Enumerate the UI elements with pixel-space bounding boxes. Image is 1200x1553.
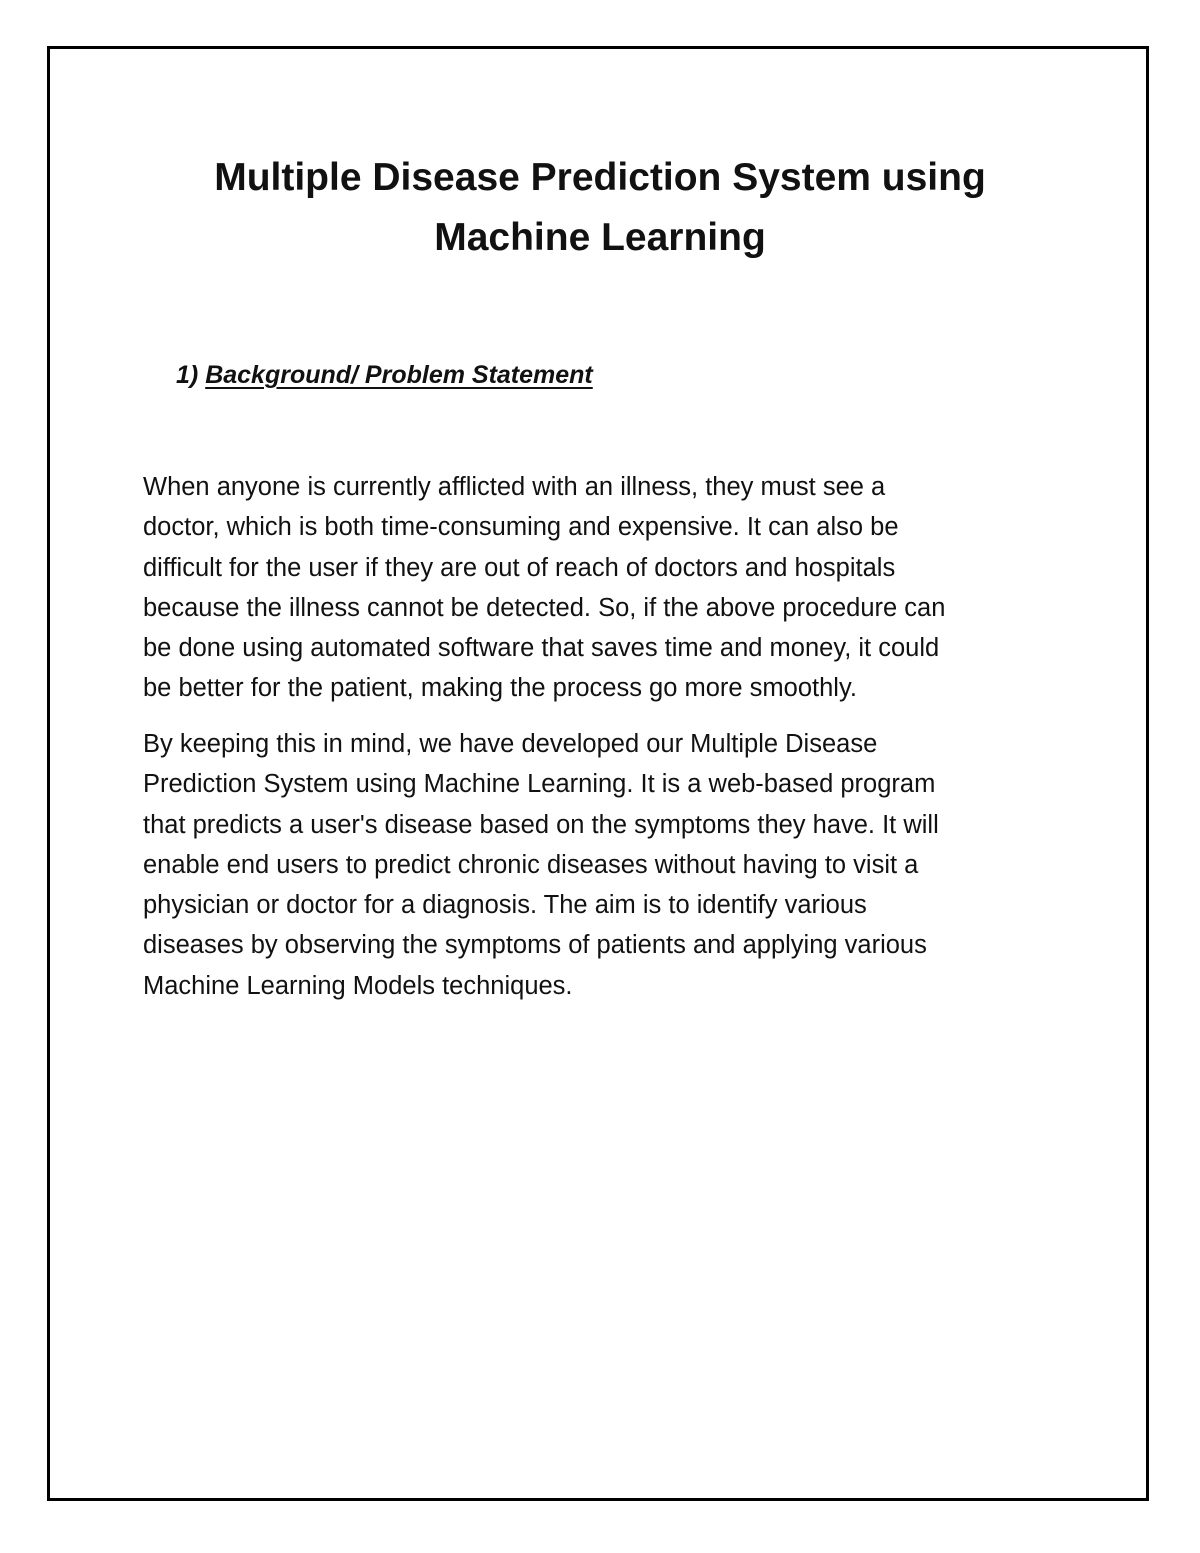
paragraph-2	[143, 724, 1063, 1006]
text-line: Prediction System using Machine Learning. It is a web-based program	[143, 770, 936, 799]
text-line: diseases by observing the symptoms of patients and applying various	[143, 931, 927, 960]
text-line: doctor, which is both time-consuming and expensive. It can also be	[143, 513, 899, 542]
section-heading-text: Background/ Problem Statement	[205, 361, 593, 389]
paragraph-1	[143, 467, 1063, 709]
text-line: be better for the patient, making the process go more smoothly.	[143, 674, 857, 703]
text-line: because the illness cannot be detected. So, if the above procedure can	[143, 593, 946, 622]
text-line: By keeping this in mind, we have developed our Multiple Disease	[143, 730, 878, 758]
text-line: enable end users to predict chronic diseases without having to visit a	[143, 850, 919, 879]
text-line: that predicts a user's disease based on the symptoms they have. It will	[143, 810, 939, 839]
document-title	[100, 148, 1100, 268]
title-line-2: Machine Learning	[434, 216, 766, 259]
section-heading	[176, 357, 593, 393]
section-number: 1)	[176, 361, 199, 389]
text-line: difficult for the user if they are out of reach of doctors and hospitals	[143, 553, 896, 582]
text-line: be done using automated software that saves time and money, it could	[143, 634, 940, 663]
text-line: physician or doctor for a diagnosis. The aim is to identify various	[143, 891, 867, 920]
title-line-1: Multiple Disease Prediction System using	[214, 156, 986, 199]
text-line: Machine Learning Models techniques.	[143, 971, 573, 1000]
text-line: When anyone is currently afflicted with an illness, they must see a	[143, 473, 886, 501]
